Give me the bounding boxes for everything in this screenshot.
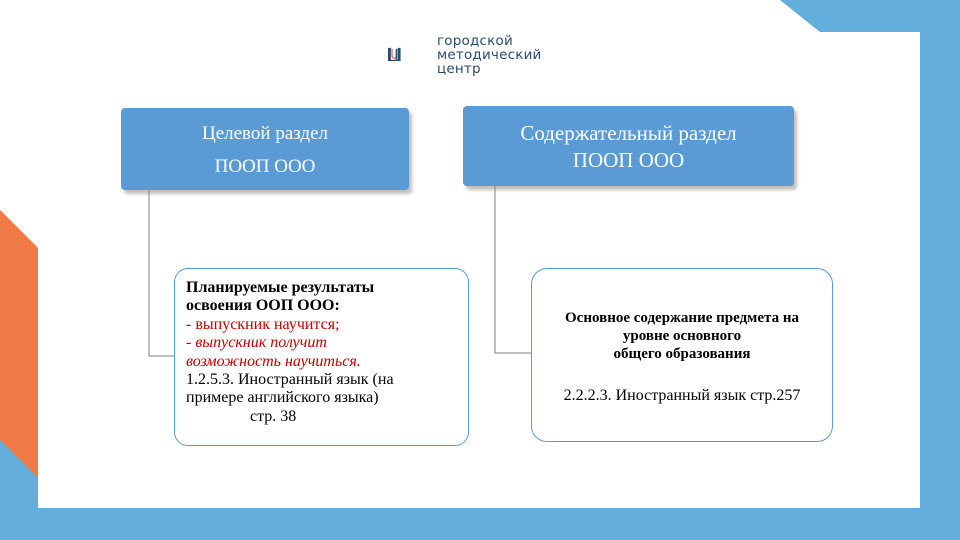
main-content-box xyxy=(531,268,833,442)
reference-page: стр. 38 xyxy=(250,407,297,425)
content-section-title-line1: Содержательный раздел xyxy=(520,121,737,145)
target-section-title-line2: ПООП ООО xyxy=(214,156,316,177)
result-item-2-line2: возможность научиться. xyxy=(186,352,361,370)
content-section-header xyxy=(463,106,794,186)
logo-line-2: методический xyxy=(437,47,542,63)
main-content-line2: уровне основного xyxy=(622,328,742,344)
logo-line-1: городской xyxy=(437,33,513,49)
main-content-line3: общего образования xyxy=(613,346,751,362)
reference-line1: 1.2.5.3. Иностранный язык (на xyxy=(186,371,394,389)
result-item-1: - выпускник научится; xyxy=(186,315,340,333)
content-section-title-line2: ПООП ООО xyxy=(572,148,685,172)
result-item-2-line1: - выпускник получит xyxy=(186,334,327,352)
logo-line-3: центр xyxy=(437,61,481,77)
logo-mark xyxy=(388,28,438,82)
connector-right xyxy=(494,186,534,356)
main-content-line1: Основное содержание предмета на xyxy=(565,310,799,326)
target-section-title-line1: Целевой раздел xyxy=(201,123,328,144)
target-section-header xyxy=(121,108,409,190)
main-content-reference: 2.2.2.3. Иностранный язык стр.257 xyxy=(563,387,801,404)
planned-results-heading-line2: освоения ООП ООО: xyxy=(186,297,340,315)
reference-line2: примере английского языка) xyxy=(186,389,379,407)
planned-results-box xyxy=(174,268,469,446)
logo-text xyxy=(437,34,542,76)
planned-results-heading-line1: Планируемые результаты xyxy=(186,279,375,296)
